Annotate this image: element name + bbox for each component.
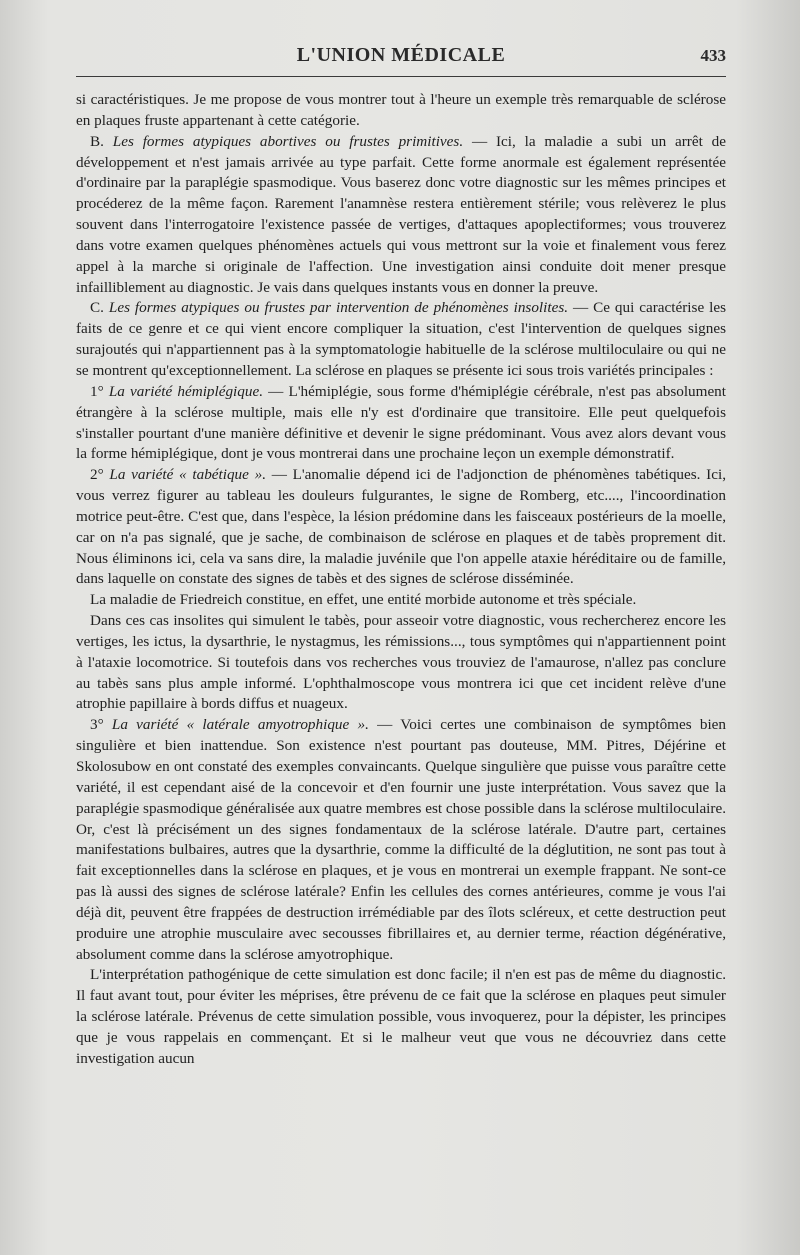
body-text — [76, 90, 726, 1070]
paragraph: L'interprétation pathogénique de cette simulation est donc facile; il n'en est pas de même du diagnostic. Il faut avant tout, pour éviter les méprises, être prévenu de ce fait que la sclérose en plaques peut simuler la sclérose latérale. Prévenus de cette simulation possible, vous invoquerez, pour la dépister, les principes que je vous rappelais en commençant. Et si le malheur veut que vous ne découvriez dans cette investigation aucun — [76, 966, 726, 1067]
section-heading: Les formes atypiques ou frustes par intervention de phénomènes insolites. — [108, 299, 569, 317]
page-header — [76, 44, 726, 72]
page-number: 433 — [700, 46, 726, 65]
paragraph-variety-3: 3° La variété « latérale amyotrophique ». — Voici certes une combinaison de symptômes bien singulière et bien inattendue. Son existence n'est pourtant pas douteuse, MM. Pitres, Déjérine et Skolosubow en ont constaté des exemples convaincants. Quelque singulière que puisse vous paraître cette variété, il est cependant aisé de la concevoir et d'en fournir une juste interprétation. Vous savez que la paraplégie spasmodique généralisée aux quatre membres est chose possible dans la sclérose multiloculaire. Or, c'est là précisément un des signes fondamentaux de la sclérose latérale. D'autre part, certaines manifestations bulbaires, autres que la dysarthrie, comme la difficulté de la déglutition, ne sont pas tout à fait exceptionnelles dans la sclérose en plaques, et je vous en montrerai un exemple frappant. Ne sont-ce pas là aussi des signes de sclérose latérale? Enfin les cellules des cornes antérieures, comme je vous l'ai déjà dit, peuvent être frappées de destruction irrémédiable par des îlots scléreux, et cette destruction peut produire une atrophie musculaire avec secousses fibrillaires et, au dernier terme, réaction dégénérative, absolument comme dans la sclérose amyotrophique. — [76, 716, 727, 963]
paragraph: si caractéristiques. Je me propose de vous montrer tout à l'heure un exemple très remarquable de sclérose en plaques fruste appartenant à cette catégorie. — [76, 91, 726, 129]
paragraph: Dans ces cas insolites qui simulent le tabès, pour asseoir votre diagnostic, vous rechercherez encore les vertiges, les ictus, la dysarthrie, le nystagmus, les rémissions..., tous symptômes qui n'appartiennent point à l'ataxie locomotrice. Si toutefois dans vos recherches vous trouviez de l'amaurose, n'allez pas conclure au tabès sans plus ample informé. L'ophthalmoscope vous montrera ici que cet incident relève d'une atrophie papillaire à bords diffus et nuageux. — [76, 612, 726, 713]
paragraph-section-b: B. Les formes atypiques abortives ou frustes primitives. — Ici, la maladie a subi un arrêt de développement et n'est jamais arrivée au type parfait. Cette forme anormale est également représentée d'ordinaire par la paraplégie spasmodique. Vous baserez donc votre diagnostic sur les mêmes principes et procéderez de la même façon. Rarement l'anamnèse restera entièrement stérile; vous relèverez le plus souvent dans l'interrogatoire l'existence passée de vertiges, d'attaques apoplectiformes; vous trouverez dans votre examen quelques phénomènes actuels qui vous mettront sur la voie et finalement vous ferez appel à la marche si originale de l'affection. Une investigation ainsi conduite doit mener presque infailliblement au diagnostic. Je vais dans quelques instants vous en donner la preuve. — [76, 132, 726, 296]
section-heading: Les formes atypiques abortives ou frustes primitives. — [112, 132, 464, 150]
paragraph-variety-2: 2° La variété « tabétique ». — L'anomalie dépend ici de l'adjonction de phénomènes tabétiques. Ici, vous verrez figurer au tableau les douleurs fulgurantes, le signe de Romberg, etc...., l'incoordination motrice peut-être. C'est que, dans l'espèce, la lésion prédomine dans les faisceaux postérieurs de la moelle, car on n'a pas signalé, que je sache, de combinaison de sclérose en plaques et de tabès proprement dit. Nous éliminons ici, cela va sans dire, la maladie juvénile que l'on appelle ataxie héréditaire ou de famille, dans laquelle on constate des signes de tabès et des signes de sclérose disséminée. — [76, 466, 726, 588]
paragraph-section-c: C. Les formes atypiques ou frustes par intervention de phénomènes insolites. — Ce qui caractérise les faits de ce genre et ce qui vient encore compliquer la situation, c'est l'intervention de quelques signes surajoutés qui n'appartiennent pas à la symptomatologie habituelle de la sclérose multiloculaire ou qui ne se montrent qu'exceptionnellement. La sclérose en plaques se présente ici sous trois variétés principales : — [76, 299, 726, 379]
section-heading: La variété « latérale amyotrophique ». — [111, 716, 369, 734]
running-title: L'UNION MÉDICALE — [296, 44, 506, 66]
paragraph-variety-1: 1° La variété hémiplégique. — L'hémiplégie, sous forme d'hémiplégie cérébrale, n'est pas absolument étrangère à la sclérose multiple, mais elle n'y est d'ordinaire que transitoire. Elle peut quelquefois s'installer pourtant d'une manière définitive et devenir le signe prédominant. Vous avez alors devant vous la forme hémiplégique, dont je vous montrerai dans une prochaine leçon un exemple démonstratif. — [76, 382, 726, 463]
section-heading: La variété « tabétique ». — [109, 466, 267, 484]
paragraph: La maladie de Friedreich constitue, en effet, une entité morbide autonome et très spéciale. — [90, 591, 637, 609]
header-rule — [76, 76, 726, 77]
section-heading: La variété hémiplégique. — [108, 382, 264, 400]
